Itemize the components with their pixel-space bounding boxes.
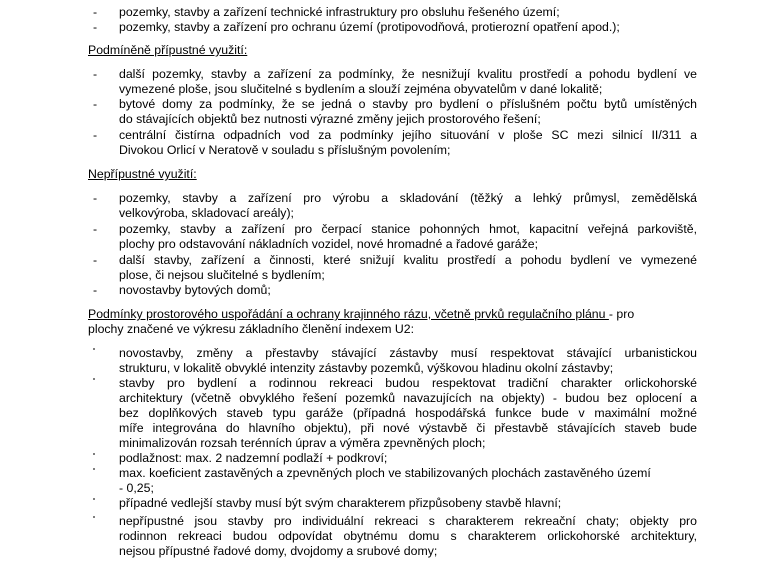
list-item-text: stavby pro bydlení a rodinnou rekreaci budou respektovat tradiční charakter orlickohorské: [119, 376, 697, 390]
list-item-text: bez doplňkových staveb typu garáže (případná hospodářská funkce bude v maximální možné: [119, 406, 697, 420]
list-item-text: novostavby bytových domů;: [119, 283, 271, 297]
list-item-text: další pozemky, stavby a zařízení za podmínky, že nesnižují kvalitu prostředí a pohodu bydlení ve: [119, 67, 697, 81]
dot-bullet: [93, 453, 95, 455]
list-item-text: bytové domy za podmínky, že se jedná o stavby pro bydlení o příslušném počtu bytů umístěných: [119, 97, 697, 111]
spatial-heading-line2: plochy značené ve výkresu základního členění indexem U2:: [88, 322, 415, 336]
list-item-text: nepřípustné jsou stavby pro individuální rekreaci s charakterem rekreační chaty; objekty pro: [119, 514, 697, 528]
list-item-text: plose, či nejsou slučitelné s bydlením;: [119, 268, 325, 282]
spatial-heading-rest: - pro: [608, 307, 635, 321]
list-item-text: vymezené ploše, jsou slučitelné s bydlením a slouží zejména obyvatelům v dané lokalitě;: [119, 82, 603, 96]
dash-bullet: -: [93, 191, 98, 205]
list-item-text: nejsou přípustné řadové domy, dvojdomy a srubové domy;: [119, 544, 438, 558]
list-item-text: podlažnost: max. 2 nadzemní podlaží + podkroví;: [119, 451, 388, 465]
spatial-heading: [88, 307, 634, 322]
dot-bullet: [93, 348, 95, 350]
dash-bullet: -: [93, 20, 98, 34]
list-item-text: Divokou Orlicí v Neratově v souladu s příslušným povolením;: [119, 143, 451, 157]
list-item-text: architektury (včetně obvyklého řešení pozemků navazujících na objekty) - budou bez oplocení a: [119, 391, 697, 405]
list-item-text: pozemky, stavby a zařízení technické infrastruktury pro obsluhu řešeného území;: [119, 5, 560, 19]
conditional-heading: Podmíněně přípustné využití:: [88, 43, 248, 57]
dash-bullet: -: [93, 128, 98, 142]
list-item-text: novostavby, změny a přestavby stávající zástavby musí respektovat stávající urbanistickou: [119, 346, 697, 360]
dot-bullet: [93, 516, 95, 518]
dot-bullet: [93, 468, 95, 470]
list-item-text: minimalizován rozsah terénních úprav a výměra zpevněných ploch;: [119, 436, 486, 450]
forbidden-heading: Nepřípustné využití:: [88, 167, 197, 181]
dash-bullet: -: [93, 283, 98, 297]
dash-bullet: -: [93, 97, 98, 111]
list-item-text: případné vedlejší stavby musí být svým charakterem přizpůsobeny stavbě hlavní;: [119, 496, 562, 510]
dot-bullet: [93, 498, 95, 500]
list-item-text: pozemky, stavby a zařízení pro ochranu území (protipovodňová, protierozní opatření apod.);: [119, 20, 620, 34]
spatial-heading-underlined: Podmínky prostorového uspořádání a ochrany krajinného rázu, včetně prvků regulačního plánu: [88, 307, 609, 321]
list-item-text: velkovýroba, skladovací areály);: [119, 206, 294, 220]
list-item-text: plochy pro odstavování nákladních vozidel, nové hromadné a řadové garáže;: [119, 237, 539, 251]
list-item-text: pozemky, stavby a zařízení pro čerpací stanice pohonných hmot, kapacitní veřejná parkoviště,: [119, 222, 697, 236]
list-item-text: strukturu, v lokalitě obvyklé intenzity zástavby pozemků, výškovou hladinu okolní zástavby;: [119, 361, 614, 375]
list-item-text: pozemky, stavby a zařízení pro výrobu a skladování (těžký a lehký průmysl, zemědělská: [119, 191, 697, 205]
list-item-text: rodinnon rekreaci budou odpovídat obytnému domu s charakterem orlickohorské architektury,: [119, 529, 697, 543]
list-item-text: max. koeficient zastavěných a zpevněných ploch ve stabilizovaných plochách zastavěného území: [119, 466, 651, 480]
dash-bullet: -: [93, 67, 98, 81]
list-item-text: centrální čistírna odpadních vod za podmínky jejího situování v ploše SC mezi silnicí II/311 a: [119, 128, 697, 142]
dash-bullet: -: [93, 222, 98, 236]
dot-bullet: [93, 378, 95, 380]
list-item-text: - 0,25;: [119, 481, 154, 495]
list-item-text: do stávajících objektů bez nutnosti výrazné změny jejich prostorového řešení;: [119, 112, 541, 126]
list-item-text: míře integrována do hlavního objektu), při nové výstavbě či přestavbě stávajících staveb bude: [119, 421, 697, 435]
dash-bullet: -: [93, 253, 98, 267]
dash-bullet: -: [93, 5, 98, 19]
list-item-text: další stavby, zařízení a činnosti, které snižují kvalitu prostředí a pohodu bydlení ve vymezené: [119, 253, 697, 267]
